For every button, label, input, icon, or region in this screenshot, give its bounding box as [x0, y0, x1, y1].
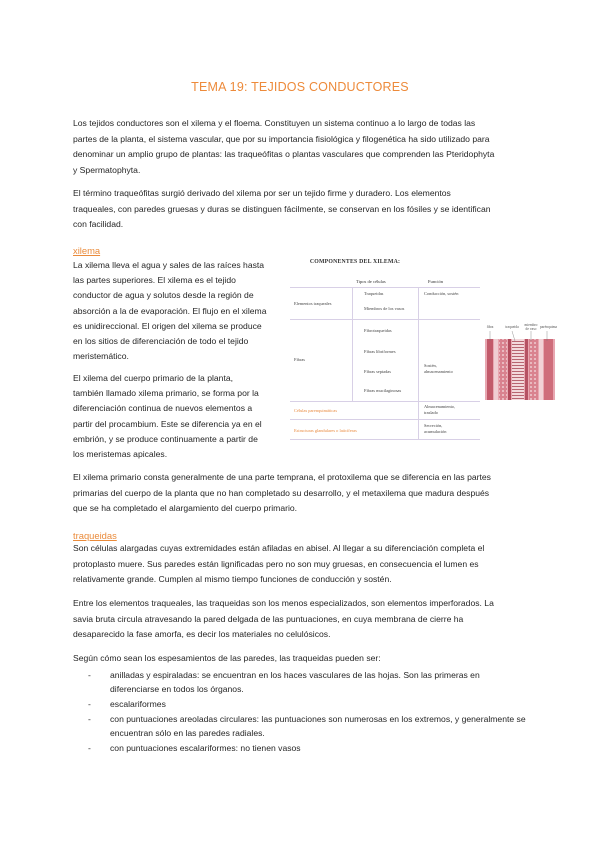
text-line: embrión, y se produce continuamente a partir de	[73, 433, 258, 444]
function-sosten	[424, 363, 453, 375]
text-line: en los sitios de diferenciación de todo el tejido	[73, 336, 249, 347]
text-line: El xilema del cuerpo primario de la planta,	[73, 373, 234, 383]
text-line: protoplasto muere. Sus paredes están lignificadas pero no son muy gruesas, en consecuencia el lumen es	[73, 558, 479, 569]
list-item: - con puntuaciones escalariformes: no tienen vasos	[88, 741, 528, 755]
type-fibras-septadas: Fibras septadas	[364, 369, 391, 374]
section-heading-traqueidas: traqueidas	[73, 530, 117, 541]
traqueidas-paragraph-2	[73, 596, 494, 643]
type-fibras-mucilaginosas: Fibras mucilaginosas	[364, 388, 402, 393]
function-secrecion	[424, 423, 446, 435]
text-line: Son células alargadas cuyas extremidades están afiladas en abisel. Al llegar a su diferenciación completa el	[73, 543, 485, 553]
table-rule	[290, 287, 480, 288]
traqueidas-paragraph-3: Según cómo sean los espesamientos de las paredes, las traqueidas pueden ser:	[73, 653, 381, 663]
text-line: partes de la planta, el sistema vascular, que por su importancia fisiológica y filogenética ha sido utilizado para	[73, 133, 490, 144]
text-line: que se ha completado el alargamiento del cuerpo primario.	[73, 503, 298, 514]
figure-column-types: Tipos de células	[356, 279, 386, 284]
label-miembro-vaso: miembro de vaso	[524, 323, 538, 331]
xylem-components-figure	[290, 257, 482, 445]
text-line: las partes superiores. El xilema es el tejido	[73, 275, 236, 286]
table-rule	[290, 439, 480, 440]
list-item: - anilladas y espiraladas: se encuentran en los haces vasculares de las hojas. Son las primeras en diferenciarse en todos los órganos.	[88, 668, 528, 696]
cell-line: acumulación	[424, 429, 447, 434]
text-line: conductor de agua y solutos desde la región de	[73, 290, 254, 301]
tissue-section-image	[485, 325, 555, 400]
text-line: El término traqueófitas surgió derivado del xilema por ser un tejido firme y duradero. Los elementos	[73, 188, 451, 198]
xilema-paragraph-1	[73, 258, 278, 364]
text-line: los meristemas apicales.	[73, 449, 168, 460]
traqueidas-paragraph-1	[73, 541, 484, 588]
cell-line: traslado	[424, 410, 438, 415]
text-line: primarias del cuerpo de la planta que no han completado su desarrollo, y el metaxilema que madura después	[73, 487, 490, 498]
type-fibras-libriformes: Fibras libriformes	[364, 349, 396, 354]
function-conduccion: Conducción, sostén	[424, 291, 459, 296]
row-estructuras-glandulares: Estructuras glandulares o laticíferas	[294, 428, 357, 433]
text-line: Los tejidos conductores son el xilema y el floema. Constituyen un sistema continuo a lo largo de todas las	[73, 118, 476, 128]
text-line: Entre los elementos traqueales, las traqueidas son los menos especializados, son elementos imperforados. La	[73, 598, 494, 608]
text-line: meristemático.	[73, 351, 129, 362]
text-line: también llamado xilema primario, se forma por la	[73, 388, 259, 399]
xilema-paragraph-2	[73, 371, 278, 462]
label-parenquima: parénquima	[540, 325, 557, 329]
text-line: desaparecido la fase amorfa, es decir los materiales no celulósicos.	[73, 629, 331, 640]
type-fibrotraqueidas: Fibrotraqueidas	[364, 328, 392, 333]
text-line: con facilidad.	[73, 219, 124, 230]
section-heading-xilema: xilema	[73, 245, 101, 256]
table-rule	[290, 419, 480, 420]
text-line: relativamente grande. Cumplen al mismo tiempo funciones de conducción y sostén.	[73, 574, 392, 585]
cell-line: almacenamiento	[424, 369, 453, 374]
cell-line: Secreción,	[424, 423, 443, 428]
row-elementos-traqueales: Elementos traqueales	[294, 301, 332, 306]
text-line: partir del procambium. Este se diferencia ya en el	[73, 418, 262, 429]
text-line: savia bruta circula atravesando la pared delgada de las puntuaciones, en cuya membrana de cierre ha	[73, 613, 464, 624]
row-celulas-parenquimaticas: Células parenquimáticas	[294, 408, 338, 413]
text-line: La xilema lleva el agua y sales de las raíces hasta	[73, 260, 265, 270]
xilema-paragraph-3	[73, 470, 491, 517]
text-line: denominar un amplio grupo de plantas: las traqueófitas o plantas vasculares que comprenden las Pteridophyta	[73, 149, 495, 160]
function-almacenamiento	[424, 404, 455, 416]
text-line: El xilema primario consta generalmente de una parte temprana, el protoxilema que se diferencia en las partes	[73, 472, 491, 482]
page-title: TEMA 19: TEJIDOS CONDUCTORES	[191, 80, 409, 94]
intro-paragraph-2	[73, 186, 491, 233]
figure-column-function: Función	[428, 279, 444, 284]
text-line: y Spermatophyta.	[73, 164, 141, 175]
list-item: - con puntuaciones areoladas circulares: las puntuaciones son numerosas en los extremos, y generalmente se encuentran sólo en las paredes radiales.	[88, 712, 528, 740]
text-line: diferenciación continua de nuevos elementos a	[73, 403, 253, 414]
text-line: es unidireccional. El origen del xilema se produce	[73, 320, 262, 331]
type-miembros-vasos: Miembros de los vasos	[364, 306, 405, 311]
table-rule	[290, 319, 480, 320]
cell-line: Almacenamiento,	[424, 404, 456, 409]
table-rule	[290, 401, 480, 402]
type-traqueidas: Traqueidas	[364, 291, 384, 296]
text-line: absorción a la de evaporación. El flujo en el xilema	[73, 305, 267, 316]
figure-title: COMPONENTES DEL XILEMA:	[309, 259, 401, 265]
row-fibras: Fibras	[294, 357, 305, 362]
cell-line: Sostén,	[424, 363, 437, 368]
label-traqueida: traqueida	[505, 325, 519, 329]
table-rule	[418, 287, 419, 439]
traqueidas-types-list	[88, 668, 528, 756]
xylem-micrograph	[485, 325, 555, 400]
text-line: traqueales, con paredes gruesas y duras se distinguen fácilmente, se conservan en los fósiles y se identifican	[73, 203, 491, 214]
label-fibra: fibra	[486, 325, 494, 329]
table-rule	[352, 287, 353, 401]
intro-paragraph	[73, 116, 494, 178]
list-item: - escalariformes	[88, 697, 528, 711]
